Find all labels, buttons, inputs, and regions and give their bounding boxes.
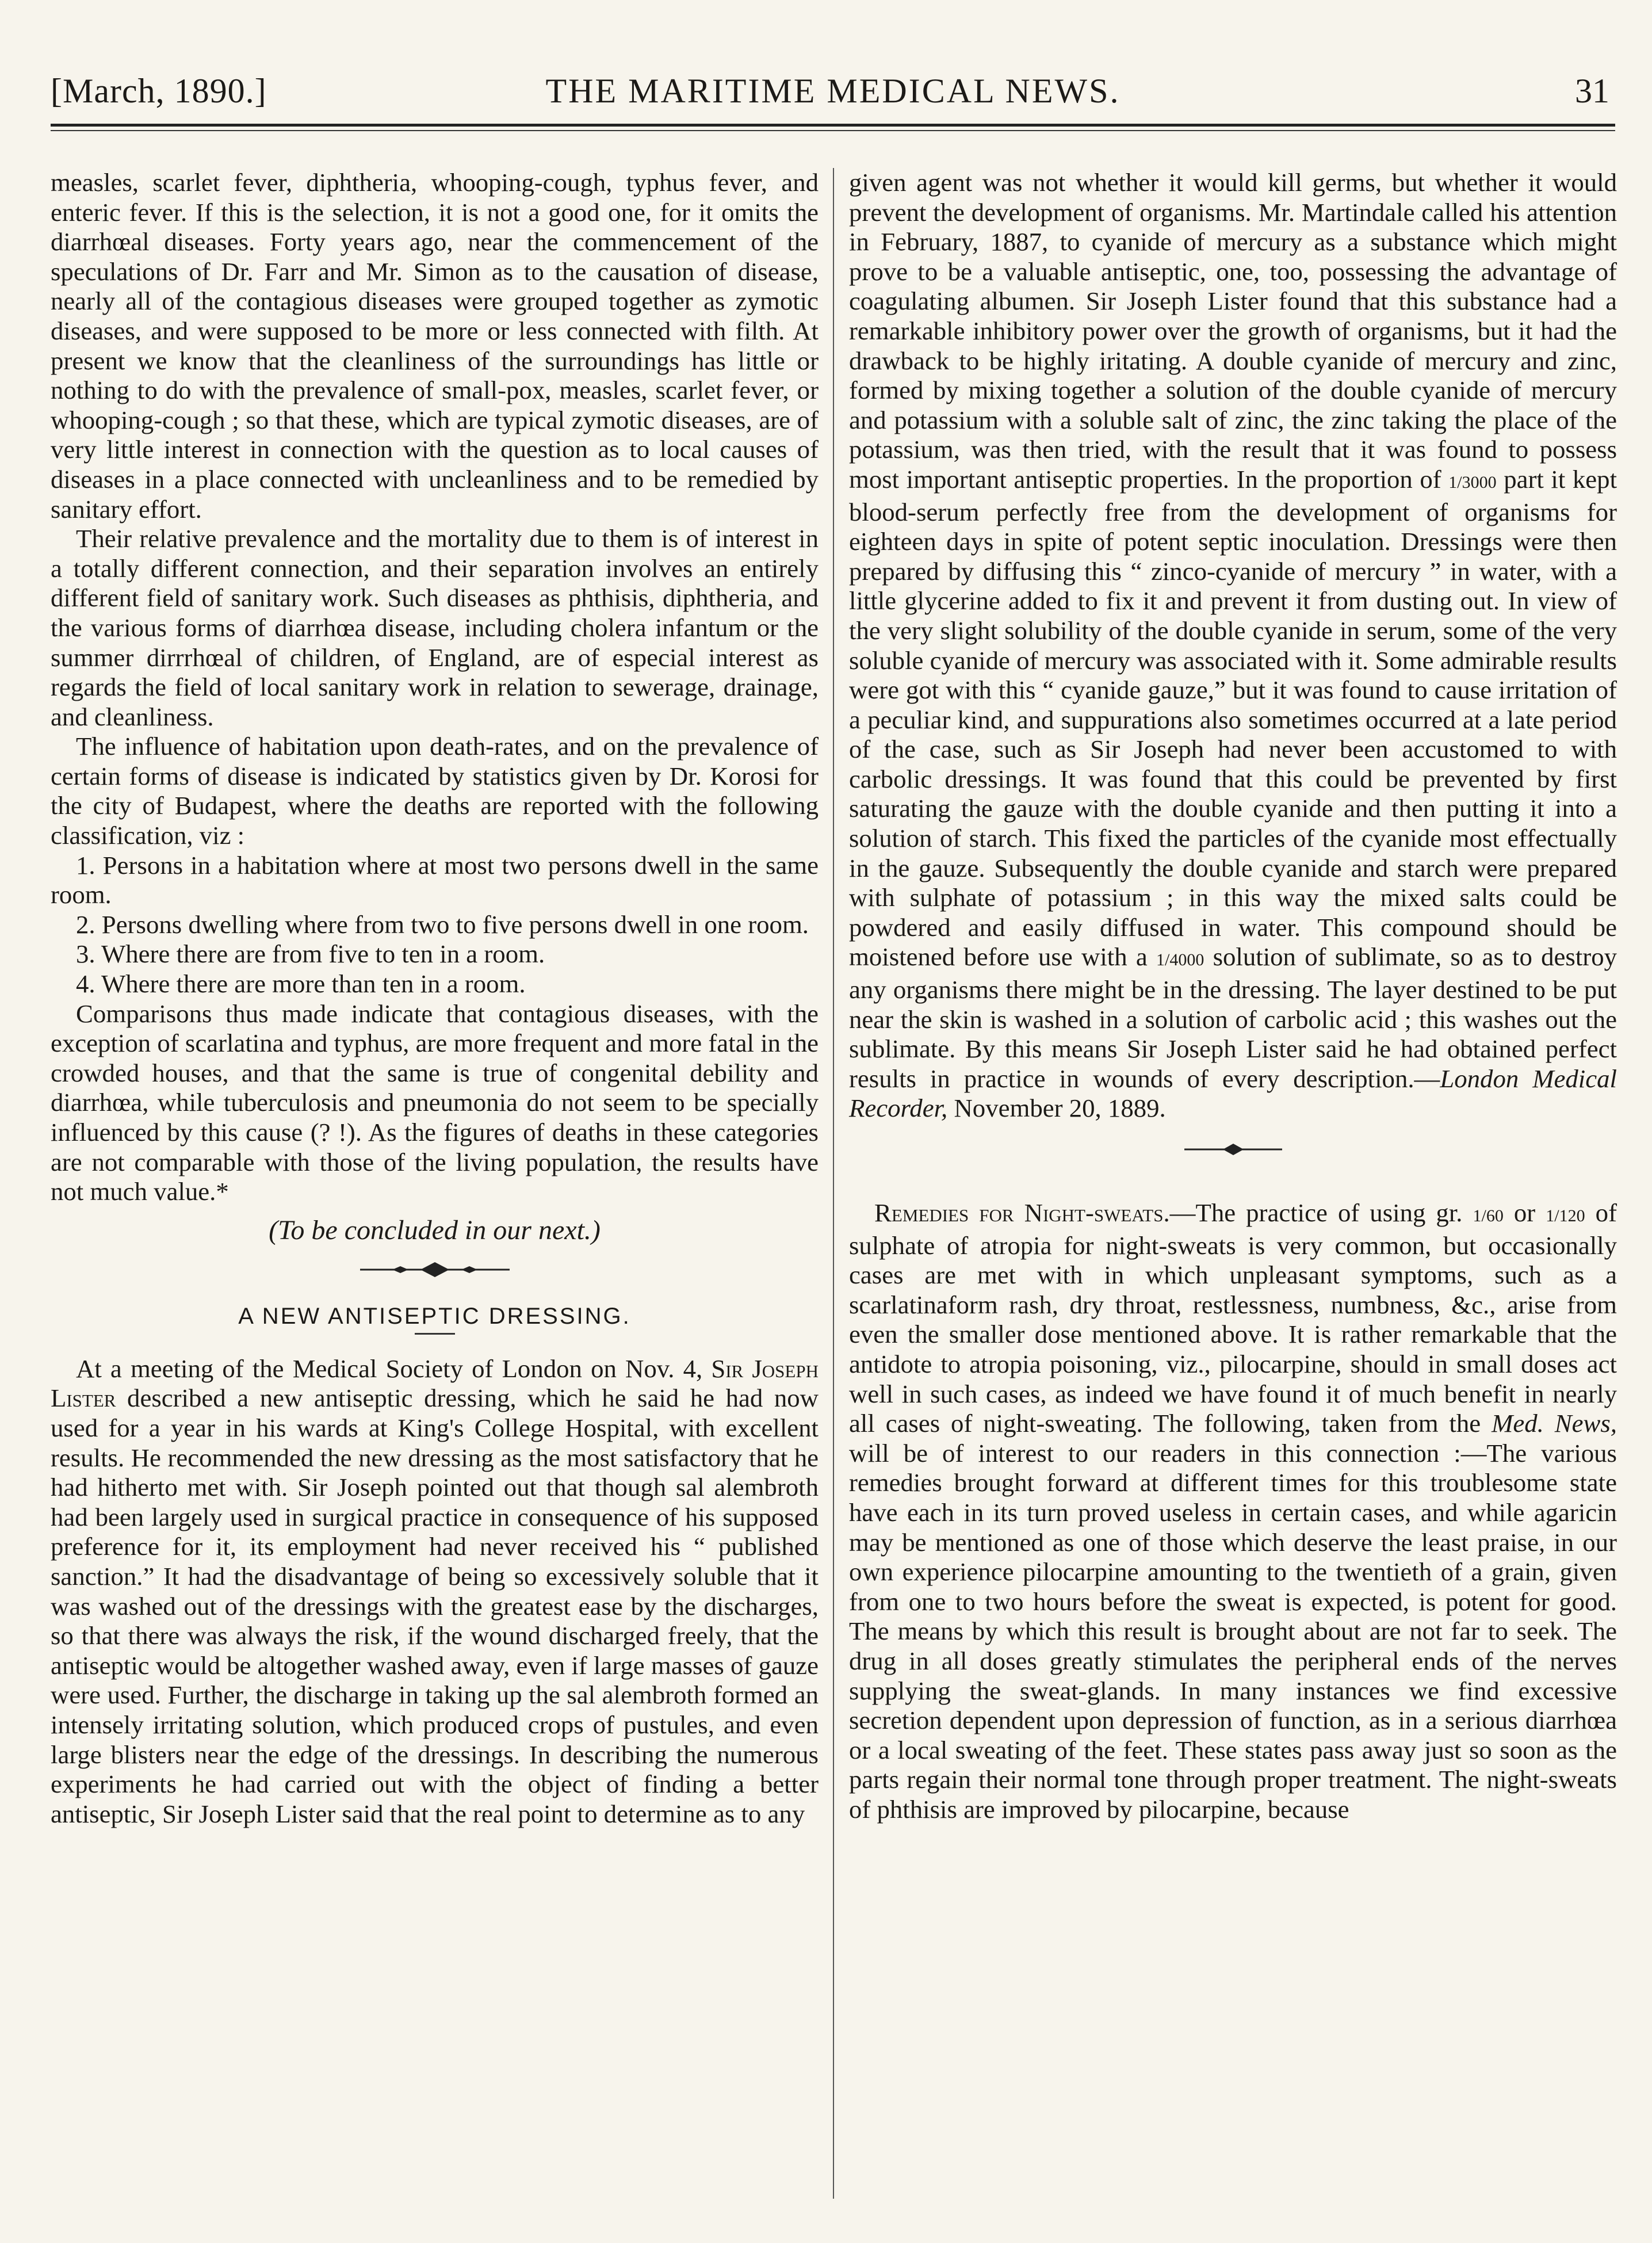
running-head: [51, 68, 1615, 114]
list-item: 1. Persons in a habitation where at most two persons dwell in the same room.: [51, 850, 819, 910]
source-date: November 20, 1889.: [954, 1094, 1166, 1123]
header-rule-thick: [51, 124, 1615, 127]
column-divider: [833, 168, 834, 2199]
remedies-paragraph: Remedies for Night-sweats.—The practice of using gr. 1/60 or 1/120 of sulphate of atropia for night-sweats is very common, but occasionally cases are met with in which unpleasant symptoms, such as a scarlatinaform rash, dry throat, restlessness, numbness, &c., arise from even the smaller dose mentioned above. It is rather remarkable that the antidote to atropia poisoning, viz., pilocarpine, should in small doses act well in such cases, as indeed we have found it of much benefit in nearly all cases of night-sweating. The following, taken from the Med. News, will be of interest to our readers in this connection :—The various remedies brought forward at different times for this troublesome state have each in its turn proved useless in certain cases, and while agaricin may be mentioned as one of those which deserve the least praise, in our own experience pilocarpine amounting to the twentieth of a grain, given from one to two hours before the sweat is expected, is potent for good. The means by which this result is brought about are not far to seek. The drug in all doses greatly stimulates the peripheral ends of the nerves supplying the sweat-glands. In many instances we find excessive secretion dependent upon depression of function, as in a serious diarrhœa or a local sweating of the feet. These states pass away just so soon as the parts regain their normal tone through proper treatment. The night-sweats of phthisis are improved by pilocarpine, because: [849, 1198, 1617, 1824]
list-item: 2. Persons dwelling where from two to five persons dwell in one room.: [76, 910, 809, 939]
source-title: Med. News,: [1492, 1409, 1617, 1438]
right-column: [849, 168, 1617, 1824]
journal-page: [51, 35, 1615, 2221]
article-body: At a meeting of the Medical Society of London on Nov. 4, Sir Joseph Lister described a new antiseptic dressing, which he said he had now used for a year in his wards at King's College Hospital, with excellent results. He recommended the new dressing as the most satisfactory that he had hitherto met with. Sir Joseph pointed out that though sal alembroth had been largely used in surgical practice in consequence of his supposed preference for it, its employment had never received his “ published sanction.” It had the disadvantage of being so excessively soluble that it was washed out of the dressings with the greatest ease by the discharges, so that there was always the risk, if the wound discharged freely, that the antiseptic would be altogether washed away, even if large masses of gauze were used. Further, the discharge in taking up the sal alembroth formed an intensely irritating solution, which produced crops of pustules, and even large blisters near the edge of the dressings. In describing the numerous experiments he had carried out with the object of finding a better antiseptic, Sir Joseph Lister said that the real point to determine as to any: [51, 1354, 819, 1828]
fraction: 1/120: [1546, 1206, 1585, 1225]
list-item: 3. Where there are from five to ten in a room.: [76, 939, 545, 969]
paragraph: given agent was not whether it would kill germs, but whether it would prevent the development of organisms. Mr. Martindale called his attention in February, 1887, to cyanide of mercury as a substance which might prove to be a valuable antiseptic, one, too, possessing the advantage of coagulating albumen. Sir Joseph Lister found that this substance had a remarkable inhibitory power over the growth of organisms, but it had the drawback to be highly iritating. A double cyanide of mercury and zinc, formed by mixing together a solution of the double cyanide of mercury and potassium with a soluble salt of zinc, the zinc taking the place of the potassium, was then tried, with the result that it was found to possess most important antiseptic properties. In the proportion of 1/3000 part it kept blood-serum perfectly free from the development of organisms for eighteen days in spite of potent septic inoculation. Dressings were then prepared by diffusing this “ zinco-cyanide of mercury ” in water, with a little glycerine added to fix it and prevent it from dusting out. In view of the very slight solubility of the double cyanide in serum, some of the very soluble cyanide of mercury was associated with it. Some admirable results were got with this “ cyanide gauze,” but it was found to cause irritation of a peculiar kind, and suppurations also sometimes occurred at a late period of the case, such as Sir Joseph had never been accustomed to with carbolic dressings. It was found that this could be prevented by first saturating the gauze with the double cyanide and then putting it into a solution of starch. This fixed the particles of the cyanide most effectually in the gauze. Subsequently the double cyanide and starch were prepared with sulphate of potassium ; in this way the mixed salts could be powdered and easily diffused in water. This compound should be moistened before use with a 1/4000 solution of sublimate, so as to destroy any organisms there might be in the dressing. The layer destined to be put near the skin is washed in a solution of carbolic acid ; this washes out the sublimate. By this means Sir Joseph Lister said he had obtained perfect results in practice in wounds of every description.—London Medical Recorder, November 20, 1889.: [849, 168, 1617, 1123]
header-rule-thin: [51, 130, 1615, 131]
section-lead: Remedies for Night-sweats.: [874, 1198, 1170, 1227]
source-title: London Medical Recorder,: [849, 1064, 1617, 1123]
to-be-concluded-note: (To be concluded in our next.): [269, 1214, 601, 1245]
paragraph: Comparisons thus made indicate that contagious diseases, with the exception of scarlatina and typhus, are more frequent and more fatal in the crowded houses, and that the same is true of congenital debility and diarrhœa, while tuberculosis and pneumonia do not seem to be specially influenced by this cause (? !). As the figures of deaths in these categories are not comparable with those of the living population, the results have not much value.*: [51, 999, 819, 1206]
paragraph: measles, scarlet fever, diphtheria, whooping-cough, typhus fever, and enteric fever. If this is the selection, it is not a good one, for it omits the diarrhœal diseases. Forty years ago, near the commencement of the speculations of Dr. Farr and Mr. Simon as to the causation of disease, nearly all of the contagious diseases were grouped together as zymotic diseases, and were supposed to be more or less connected with filth. At present we know that the cleanliness of the surroundings has little or nothing to do with the prevalence of small-pox, measles, scarlet fever, or whooping-cough ; so that these, which are typical zymotic diseases, are of very little interest in connection with the question as to local causes of diseases in a place connected with uncleanliness and to be remedied by sanitary effort.: [51, 168, 819, 524]
paragraph: Their relative prevalence and the mortality due to them is of interest in a totally different connection, and their separation involves an entirely different field of sanitary work. Such diseases as phthisis, diphtheria, and the various forms of diarrhœa disease, including cholera infantum or the summer dirrrhœal of children, of England, are of especial interest as regards the field of local sanitary work in relation to sewerage, drainage, and cleanliness.: [51, 524, 819, 731]
fraction: 1/3000: [1448, 472, 1497, 492]
paragraph: The influence of habitation upon death-rates, and on the prevalence of certain forms of disease is indicated by statistics given by Dr. Korosi for the city of Budapest, where the deaths are reported with the following classification, viz :: [51, 732, 819, 850]
title-underline: [415, 1333, 455, 1335]
list-item: 4. Where there are more than ten in a room.: [76, 969, 526, 999]
fraction: 1/4000: [1156, 950, 1204, 970]
ornament-divider: [849, 1124, 1617, 1198]
ornament-divider: [51, 1249, 819, 1296]
issue-date: [March, 1890.]: [51, 72, 267, 110]
ornament-rule-icon: [1176, 1135, 1291, 1164]
page-number: 31: [1575, 72, 1609, 110]
name-small-caps: Sir Joseph Lister: [51, 1354, 819, 1413]
ornament-rule-icon: [349, 1249, 521, 1290]
left-column: [51, 168, 819, 1829]
fraction: 1/60: [1473, 1206, 1504, 1225]
journal-title: THE MARITIME MEDICAL NEWS.: [545, 72, 1121, 110]
article-title: A NEW ANTISEPTIC DRESSING.: [238, 1303, 631, 1329]
